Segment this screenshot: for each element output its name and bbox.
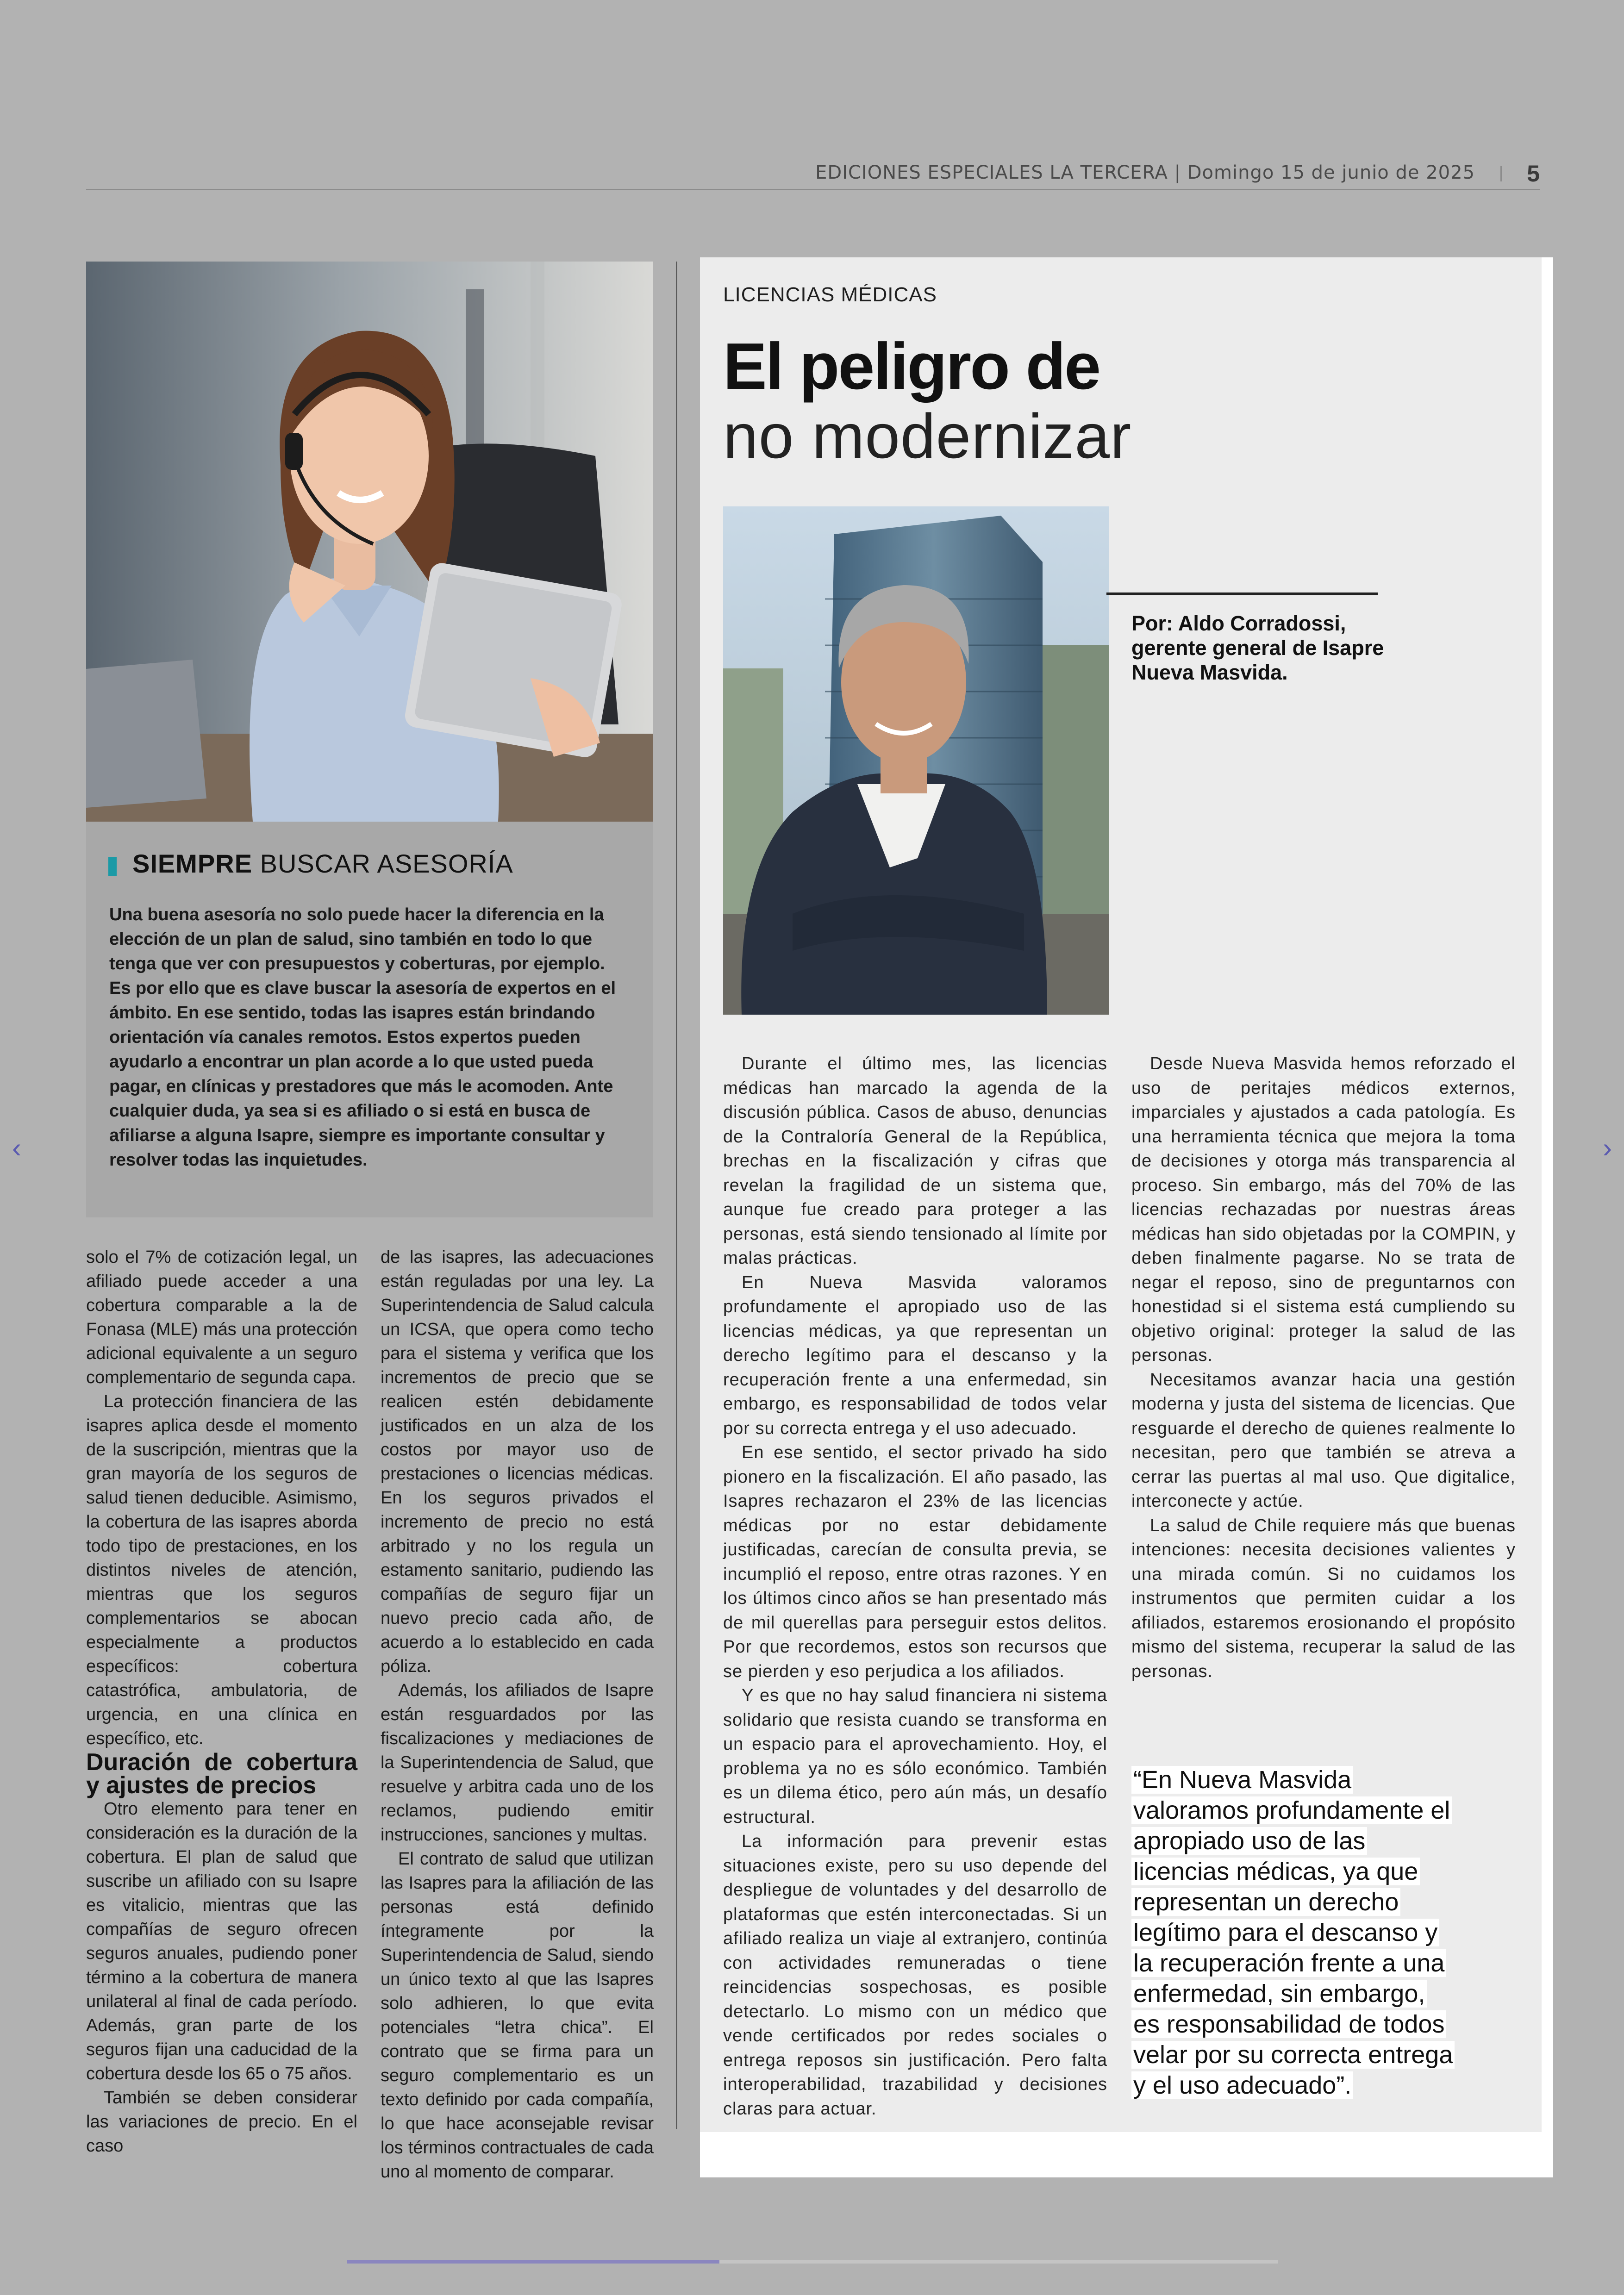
paragraph: Además, los afiliados de Isapre están resguardados por las fiscalizaciones y mediaciones de la Superintendencia de Salud, que resuelve y arbitra cada uno de los reclamos, pudiendo emitir instrucciones, sanciones y multas.	[381, 1681, 654, 1845]
paragraph: de las isapres, las adecuaciones están reguladas por una ley. La Superintendencia de Salud calcula un ICSA, que opera como techo para el sistema y verifica que los incrementos de precio que se realicen estén debidamente justificados en un alza de los costos por mayor uso de prestaciones o licencias médicas. En los seguros privados el incremento de precio no está arbitrado y no los regula un estamento sanitario, pudiendo las compañías de seguro fijar un nuevo precio cada año, de acuerdo a lo establecido en cada póliza.	[381, 1247, 654, 1676]
section-subhead: Duración de cobertura y ajustes de precios	[86, 1749, 357, 1799]
paragraph: Desde Nueva Masvida hemos reforzado el uso de peritajes médicos externos, imparciales y ajustados a cada patología. Es una herramienta técnica que mejora la toma de decisiones y otorga más transparencia al proceso. Sin embargo, más del 70% de las licencias rechazadas por nuestras áreas médicas han sido objetadas por la COMPIN, y deben finalmente pagarse. No se trata de negar el reposo, sino de preguntarnos con honestidad si el sistema está cumpliendo su objetivo original: proteger la salud de las personas.	[1131, 1054, 1516, 1365]
author-photo	[723, 506, 1109, 1015]
next-page-button[interactable]	[1593, 1129, 1621, 1166]
pull-quote-text: “En Nueva Masvida valoramos profundamente el apropiado uso de las licencias médicas, ya que representan un derecho legítimo para el descanso y la recuperación frente a una enfermedad, sin embargo, es responsabilidad de todos velar por su correcta entrega y el uso adecuado”.	[1131, 1766, 1455, 2099]
left-column-1	[86, 1245, 357, 2158]
header-separator	[1500, 166, 1502, 181]
reading-progress-fill	[347, 2260, 719, 2264]
paragraph: La protección financiera de las isapres aplica desde el momento de la suscripción, mientras que la gran mayoría de los seguros de salud tienen deducible. Asimismo, la cobertura de las isapres aborda todo tipo de prestaciones, en los distintos niveles de atención, mientras que los seguros complementarios se abocan especialmente a productos específicos: cobertura catastrófica, ambulatoria, de urgencia, en una clínica en específico, etc.	[86, 1392, 357, 1748]
paragraph: Durante el último mes, las licencias médicas han marcado la agenda de la discusión pública. Casos de abuso, denuncias de la Contraloría General de la República, brechas en la fiscalización y cifras que revelan la fragilidad de un sistema que, aunque fue creado para proteger a las personas, está siendo tensionado al límite por malas prácticas.	[723, 1054, 1107, 1268]
woman-headset-illustration	[86, 262, 653, 822]
article-title-line1: El peligro de	[723, 330, 1100, 403]
paragraph: En ese sentido, el sector privado ha sido pionero en la fiscalización. El año pasado, las Isapres rechazaron el 23% de las licencias médicas por no estar debidamente justificadas, carecían de consulta previa, se incumplió el reposo, entre otras razones. Y en los últimos cinco años se han presentado más de mil querellas para perseguir estos delitos. Por que recordemos, estos son recursos que se pierden y eso perjudica a los afiliados.	[723, 1443, 1107, 1681]
paragraph: Y es que no hay salud financiera ni sistema solidario que resista cuando se transforma en un espacio para el aprovechamiento. Hoy, el problema ya no es sólo económico. También es un dilema ético, pero aún más, un desafío estructural.	[723, 1686, 1107, 1827]
article-title-line2: no modernizar	[723, 401, 1132, 471]
page-number: 5	[1527, 161, 1540, 187]
paragraph: La información para prevenir estas situaciones existe, pero su uso depende del despliegue de voluntades y del desarrollo de plataformas que estén interconectadas. Si un afiliado realiza un viaje al extranjero, continúa con actividades remuneradas o tiene reincidencias sospechosas, es posible detectarlo. Lo mismo con un médico que vende certificados por redes sociales o entrega reposos sin justificación. Pero falta interoperabilidad, trazabilidad y decisiones claras para actuar.	[723, 1832, 1107, 2119]
infobox-title-bold: SIEMPRE	[132, 849, 253, 878]
infobox-title-rest: BUSCAR ASESORÍA	[252, 849, 513, 878]
chevron-right-icon: ›	[1603, 1132, 1612, 1163]
photo-woman-headset	[86, 262, 653, 822]
article-column-2	[1131, 1052, 1516, 1684]
previous-page-button[interactable]	[3, 1129, 31, 1166]
advice-infobox	[86, 822, 653, 1217]
paragraph: Otro elemento para tener en consideración es la duración de la cobertura. El plan de salud que suscribe un afiliado con su Isapre es vitalicio, mientras que las compañías de seguro ofrecen seguros anuales, pudiendo poner término a la cobertura de manera unilateral al final de cada período. Además, gran parte de los seguros fijan una caducidad de la cobertura desde los 65 o 75 años.	[86, 1799, 357, 2083]
chevron-left-icon: ‹	[12, 1132, 21, 1163]
article-kicker: LICENCIAS MÉDICAS	[723, 283, 937, 306]
paragraph: En Nueva Masvida valoramos profundamente el apropiado uso de las licencias médicas, ya que representan un derecho legítimo para el descanso y la recuperación frente a una enfermedad, sin embargo, es responsabilidad de todos velar por su correcta entrega y el uso adecuado.	[723, 1272, 1107, 1438]
article-column-1	[723, 1052, 1107, 2121]
accent-bar	[108, 857, 117, 876]
paragraph: La salud de Chile requiere más que buenas intenciones: necesita decisiones valientes y una mirada común. Si no cuidamos los instrumentos que permiten cuidar a los afiliados, estaremos erosionando el propósito mismo del sistema, recuperar la salud de las personas.	[1131, 1515, 1516, 1681]
paragraph: El contrato de salud que utilizan las Isapres para la afiliación de las personas está definido íntegramente por la Superintendencia de Salud, siendo un único texto al que las Isapres solo adhieren, lo que evita potenciales “letra chica”. El contrato que se firma para un seguro complementario es un texto definido por cada compañía, lo que hace aconsejable revisar los términos contractuales de cada uno al momento de comparar.	[381, 1849, 654, 2182]
pull-quote	[1131, 1765, 1455, 2101]
header-text: EDICIONES ESPECIALES LA TERCERA | Domingo 15 de junio de 2025	[815, 162, 1475, 183]
paragraph: También se deben considerar las variaciones de precio. En el caso	[86, 2088, 357, 2156]
infobox-body: Una buena asesoría no solo puede hacer la diferencia en la elección de un plan de salud, sino también en todo lo que tenga que ver con presupuestos y coberturas, por ejemplo. Es por ello que es clave buscar la asesoría de expertos en el ámbito. En ese sentido, todas las isapres están brindando orientación vía canales remotos. Estos expertos pueden ayudarlo a encontrar un plan acorde a lo que usted pueda pagar, en clínicas y prestadores que más le acomoden. Ante cualquier duda, ya sea si es afiliado o si está en busca de afiliarse a alguna Isapre, siempre es importante consultar y resolver todas las inquietudes.	[109, 905, 616, 1170]
byline-rule	[1106, 592, 1378, 595]
paragraph: Necesitamos avanzar hacia una gestión moderna y justa del sistema de licencias. Que resguarde el derecho de quienes realmente lo necesitan, pero que también se atreva a cerrar las puertas al mal uso. Que digitalice, interconecte y actúe.	[1131, 1370, 1516, 1511]
paragraph: solo el 7% de cotización legal, un afiliado puede acceder a una cobertura comparable a la de Fonasa (MLE) más una protección adicional equivalente a un seguro complementario de segunda capa.	[86, 1247, 357, 1387]
column-divider	[676, 262, 677, 2129]
author-byline: Por: Aldo Corradossi, gerente general de Isapre Nueva Masvida.	[1131, 611, 1384, 684]
left-column-2	[381, 1245, 654, 2184]
author-portrait-illustration	[723, 506, 1109, 1015]
infobox-title	[132, 848, 513, 879]
page-header	[86, 162, 1540, 190]
